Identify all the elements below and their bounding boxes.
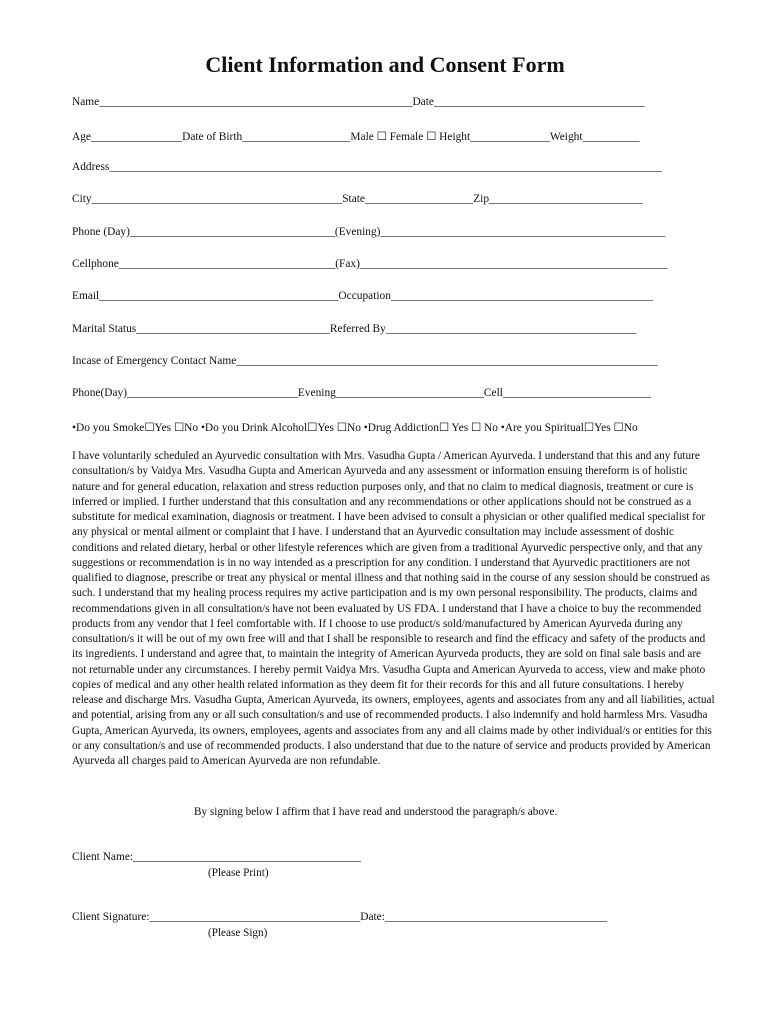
sign-hint: (Please Sign) — [208, 927, 268, 939]
emergency-contact-line[interactable]: Incase of Emergency Contact Name__________________________________________________________________________ — [72, 355, 658, 367]
client-name-field[interactable]: Client Name:________________________________________ — [72, 851, 361, 863]
address-line[interactable]: Address_________________________________________________________________________________________________ — [72, 161, 662, 173]
affirmation-statement: By signing below I affirm that I have read and understood the paragraph/s above. — [194, 806, 558, 818]
cellphone-fax-line[interactable]: Cellphone______________________________________(Fax)______________________________________________________ — [72, 258, 668, 270]
name-date-line[interactable]: Name_______________________________________________________Date_____________________________________ — [72, 96, 645, 108]
marital-status-referred-by-line[interactable]: Marital Status__________________________________Referred By____________________________________________ — [72, 323, 637, 335]
print-hint: (Please Print) — [208, 867, 269, 879]
phone-day-evening-line[interactable]: Phone (Day)____________________________________(Evening)__________________________________________________ — [72, 226, 666, 238]
consent-paragraph — [72, 449, 717, 769]
client-signature-date-field[interactable]: Client Signature:_____________________________________Date:_______________________________________ — [72, 911, 608, 923]
email-occupation-line[interactable]: Email__________________________________________Occupation______________________________________________ — [72, 290, 653, 302]
age-dob-gender-height-weight-line[interactable]: Age________________Date of Birth___________________Male ☐ Female ☐ Height______________Weight__________ — [72, 131, 640, 143]
lifestyle-questions-line[interactable]: •Do you Smoke☐Yes ☐No •Do you Drink Alcohol☐Yes ☐No •Drug Addiction☐ Yes ☐ No •Are you Spiritual☐Yes ☐No — [72, 422, 638, 434]
form-title: Client Information and Consent Form — [205, 52, 565, 77]
emergency-phone-line[interactable]: Phone(Day)______________________________Evening__________________________Cell__________________________ — [72, 387, 651, 399]
consent-text: I have voluntarily scheduled an Ayurvedic consultation with Mrs. Vasudha Gupta / American Ayurveda. I understand that this and any future consultation/s by Vaidya Mrs. Vasudha Gupta and American Ayurveda and any assessment or information ensuing thereform is of holistic nature and for general education, relaxation and stress reduction purposes only, and that no claim to medical diagnosis, treatment or cure is inferred or implied. I further understand that this consultation and any recommendations or other applications should not be construed as a substitute for medical examination, diagnosis or treatment. I have been advised to consult a physician or other qualified medical specialist for any physical or mental ailment or complaint that I have. I understand that an Ayurvedic consultation may include assessment of doshic conditions and related dietary, herbal or other lifestyle references which are given from a traditional Ayurvedic perspective only, and that any suggestions or recommendation is in no way intended as a prescription for any condition. I understand that Ayurvedic practitioners are not qualified to diagnose, prescribe or treat any physical or mental illness and that nothing said in the course of any session should be construed as such. I understand that my healing process requires my active participation and is my own personal responsibility. The products, claims and recommendations given in all consultation/s have not been evaluated by US FDA. I understand that I have a choice to buy the recommended products from any vendor that I feel comfortable with. If I choose to use product/s sold/manufactured by American Ayurveda during any consultation/s it will be out of my own free will and that I shall be responsible to research and find the efficacy and safety of the products and its ingredients. I understand and agree that, to maintain the integrity of American Ayurveda products, they are sold on final sale basis and are not returnable under any circumstances. I hereby permit Vaidya Mrs. Vasudha Gupta and American Ayurveda to access, view and make photo copies of medical and any other health related information as they deem fit for their records for this and all future consultations. I hereby release and discharge Mrs. Vasudha Gupta, American Ayurveda, its owners, employees, agents and associates from any and all liabilities, actual and potential, arising from any or all such consultation/s and use of recommended products. I also indemnify and hold harmless Mrs. Vasudha Gupta, American Ayurveda, its owners, employees, agents and associates from any and all claims made by other individual/s or entities for this or any consultation/s and use of recommended products. I also understand that due to the nature of service and products provided by American Ayurveda all charges paid to American Ayurveda are non refundable. — [72, 450, 715, 767]
city-state-zip-line[interactable]: City____________________________________________State___________________Zip___________________________ — [72, 193, 643, 205]
